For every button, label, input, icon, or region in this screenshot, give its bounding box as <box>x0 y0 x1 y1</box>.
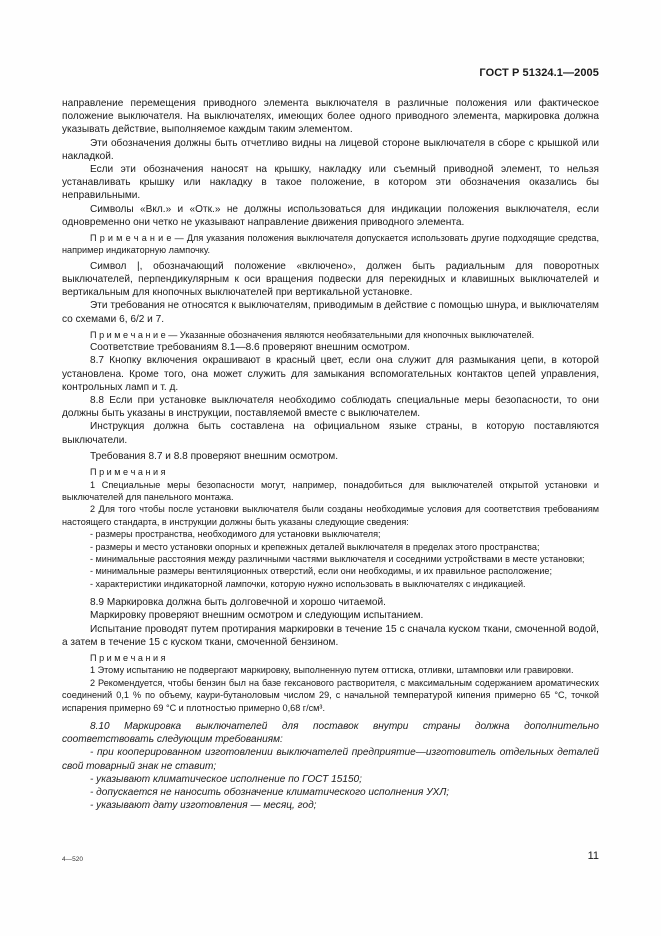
paragraph: направление перемещения приводного элемента выключателя в различные положения или фактическое положение выключателя. На выключателях, имеющих более одного приводного элемента, маркировка должна указывать действие, выполняемое каждым таким элементом. <box>62 98 599 136</box>
paragraph: Соответствие требованиям 8.1—8.6 проверяют внешним осмотром. <box>90 342 410 354</box>
paragraph: Эти требования не относятся к выключателям, приводимым в действие с помощью шнура, и выключателям со схемами 6, 6/2 и 7. <box>62 300 599 325</box>
list-item: - при кооперированном изготовлении выключателей предприятие—изготовитель отдельных деталей свой товарный знак не ставит; <box>62 747 599 772</box>
list-item: - минимальные расстояния между различными частями выключателя и соседними устройствами в месте установки; <box>90 553 585 564</box>
note <box>62 232 599 257</box>
paragraph: Маркировку проверяют внешним осмотром и следующим испытанием. <box>90 610 424 622</box>
clause-8-8: 8.8 Если при установке выключателя необходимо соблюдать специальные меры безопасности, то они должны быть указаны в инструкции, поставляемой вместе с выключателем. <box>62 395 599 420</box>
note-item: 1 Специальные меры безопасности могут, например, понадобиться для выключателей открытой установки и выключателей для панельного монтажа. <box>62 479 599 502</box>
list-item: - размеры пространства, необходимого для установки выключателя; <box>90 529 381 540</box>
note-label: П р и м е ч а н и е <box>90 329 166 340</box>
note-text: — Для указания положения выключателя допускается использовать другие подходящие средства, например индикаторную лампочку. <box>62 233 599 256</box>
print-code: 4—520 <box>62 856 83 863</box>
paragraph: Испытание проводят путем протирания маркировки в течение 15 с сначала куском ткани, смоченной водой, а затем в течение 15 с куском ткани, смоченной бензином. <box>62 623 599 648</box>
note-label: П р и м е ч а н и е <box>90 233 172 244</box>
list-item: - допускается не наносить обозначение климатического исполнения УХЛ; <box>90 787 450 799</box>
paragraph: 8.10 Маркировка выключателей для поставок внутри страны должна дополнительно соответствовать следующим требованиям: <box>62 721 599 746</box>
page-body <box>62 97 599 812</box>
note-text: — Указанные обозначения являются необязательными для кнопочных выключателей. <box>168 329 535 340</box>
note-item: 2 Рекомендуется, чтобы бензин был на базе гексанового растворителя, с максимальным содержанием ароматических соединений 0,1 % по объему, каури-бутаноловым числом 29, с начальной температурой кипения примерно 65 °С, точкой испарения примерно 69 °С и плотностью примерно 0,68 г/см³. <box>62 677 599 713</box>
clause-8-7: 8.7 Кнопку включения окрашивают в красный цвет, если она служит для размыкания цепи, в которой установлена. Кроме того, она может служить для замыкания вспомогательных контактов цепей управления, контрольных ламп и т. д. <box>62 355 599 393</box>
list-item: - характеристики индикаторной лампочки, которую нужно использовать в выключателях с индикацией. <box>90 578 526 589</box>
notes-block <box>62 466 599 590</box>
paragraph: Символ |, обозначающий положение «включено», должен быть радиальным для поворотных выключателей, перпендикулярным к оси вращения подвески для перекидных и клавишных выключателей и вертикальным для кнопочных выключателей при вертикальной установке. <box>62 260 599 299</box>
clause-8-9: 8.9 Маркировка должна быть долговечной и хорошо читаемой. <box>90 597 386 609</box>
notes-label: П р и м е ч а н и я <box>90 652 166 663</box>
standard-designation: ГОСТ Р 51324.1—2005 <box>479 67 599 79</box>
paragraph: Инструкция должна быть составлена на официальном языке страны, в которую поставляются выключатели. <box>62 421 599 446</box>
list-item: - минимальные размеры вентиляционных отверстий, если они необходимы, и их правильное расположение; <box>90 566 552 577</box>
note <box>62 329 599 341</box>
paragraph: Требования 8.7 и 8.8 проверяют внешним осмотром. <box>90 450 339 462</box>
notes-block <box>62 652 599 714</box>
page-number: 11 <box>587 850 599 862</box>
note-item: 1 Этому испытанию не подвергают маркировку, выполненную путем оттиска, отливки, штамповки или гравировки. <box>90 665 574 676</box>
clause-8-10 <box>62 720 599 812</box>
list-item: - указывают климатическое исполнение по ГОСТ 15150; <box>90 773 362 785</box>
list-item: - размеры и место установки опорных и крепежных деталей выключателя в пределах этого пространства; <box>90 541 540 552</box>
notes-label: П р и м е ч а н и я <box>90 467 166 478</box>
list-item: - указывают дату изготовления — месяц, год; <box>90 800 317 812</box>
paragraph: Если эти обозначения наносят на крышку, накладку или съемный приводной элемент, то нельзя устанавливать крышку или накладку в такое положение, в котором эти обозначения оказались бы неправильными. <box>62 164 599 202</box>
paragraph: Эти обозначения должны быть отчетливо видны на лицевой стороне выключателя в сборе с крышкой или накладкой. <box>62 137 599 162</box>
note-item: 2 Для того чтобы после установки выключателя были созданы необходимые условия для соответствия требованиям настоящего стандарта, в инструкции должны быть указаны следующие сведения: <box>62 504 599 527</box>
paragraph: Символы «Вкл.» и «Отк.» не должны использоваться для индикации положения выключателя, если одновременно они четко не указывают направление движения приводного элемента. <box>62 203 599 228</box>
